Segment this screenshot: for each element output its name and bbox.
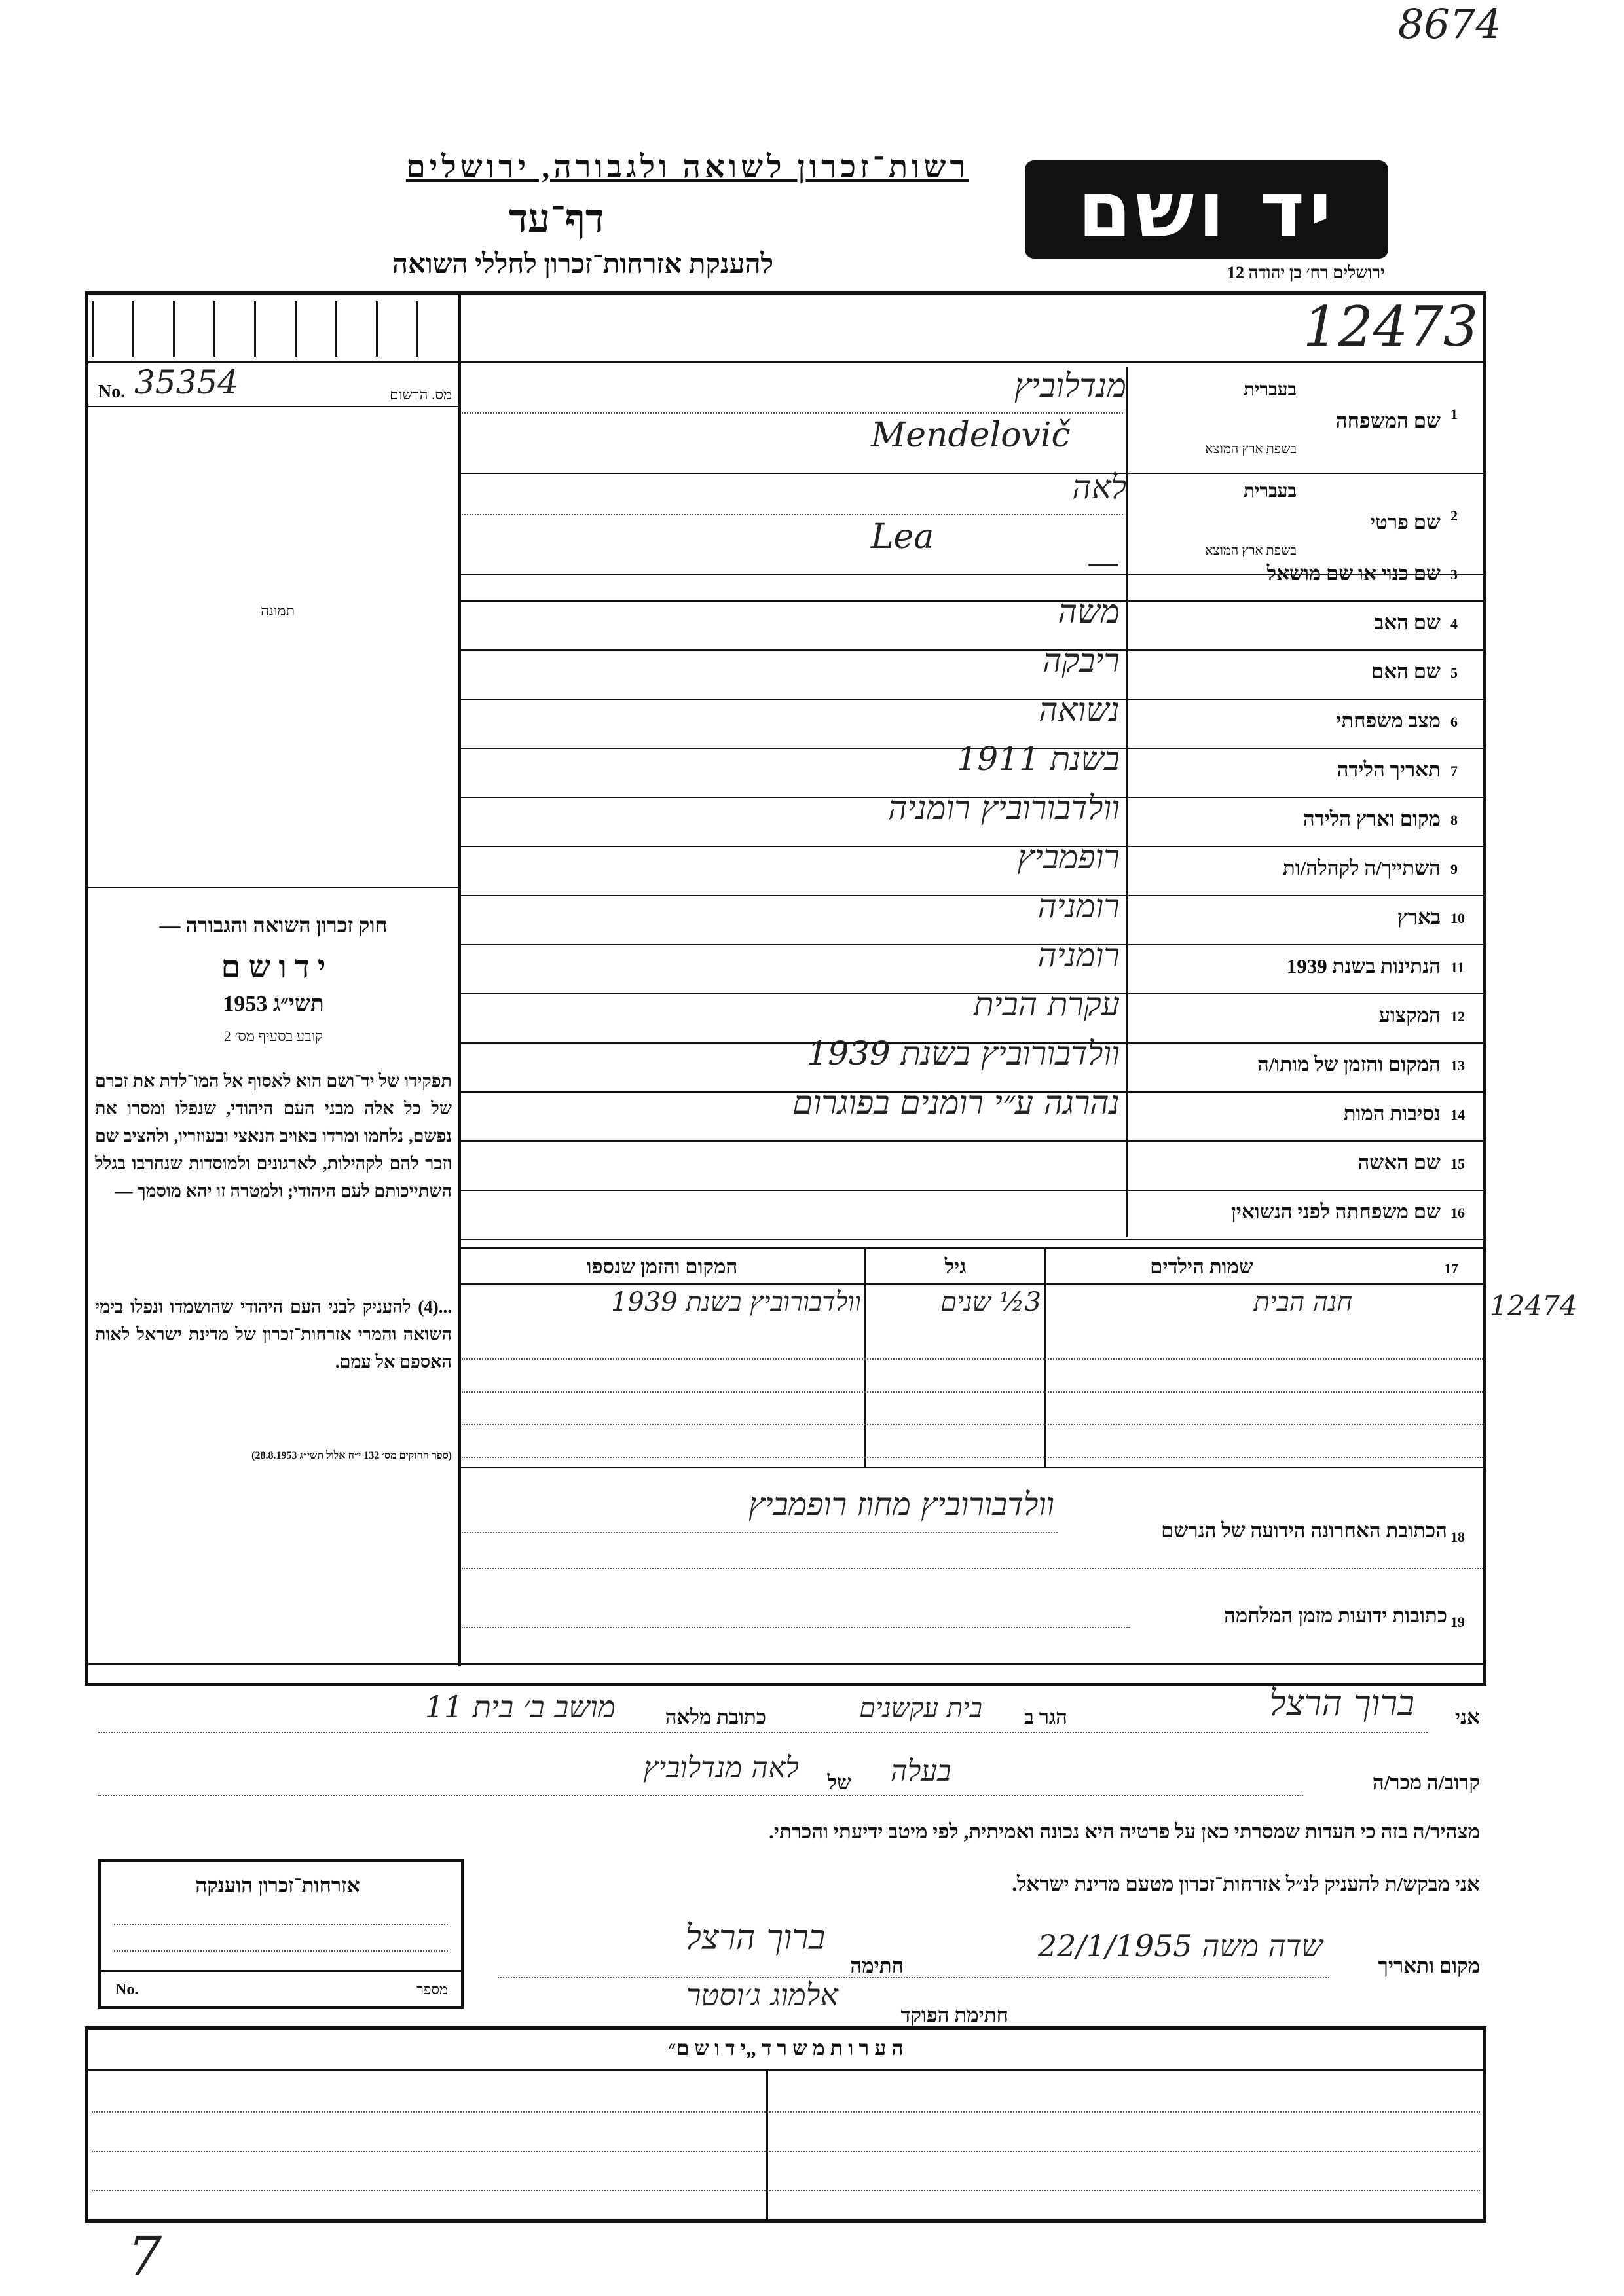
law-clause4: ...(4) להעניק לבני העם היהודי שהושמדו ונפלו בימי השואה והמרי אזרחות־זכרון של מדינת ישראל לאות האספם אל עמם. <box>95 1297 452 1372</box>
decl-address-value: מושב ב׳ בית 11 <box>424 1689 616 1724</box>
children-margin-number: 12474 <box>1490 1290 1578 1322</box>
children-col-names: שמות הילדים <box>1150 1255 1253 1278</box>
field-label: הנתינות בשנת 1939 <box>1286 955 1441 977</box>
field-value: רומניה <box>1037 936 1120 974</box>
field-number: 4 <box>1450 615 1458 632</box>
decl-of-value: לאה מנדלוביץ <box>643 1751 799 1785</box>
field-number: 11 <box>1450 959 1464 975</box>
field-sub-hebrew: בעברית <box>1243 380 1297 400</box>
field-value: וולדבורוביץ רומניה <box>888 789 1120 827</box>
decl-ani: אני <box>1454 1705 1480 1728</box>
children-field-number: 17 <box>1444 1260 1458 1277</box>
yad-vashem-logo: יד ושם <box>1025 160 1388 259</box>
field-number: 10 <box>1450 910 1465 926</box>
field-number: 1 <box>1450 406 1458 422</box>
field-label: השתייך/ה לקהלה/ות <box>1282 856 1441 879</box>
form-title: דף־עד <box>509 197 604 240</box>
decl-signature-value: ברוך הרצל <box>685 1918 825 1958</box>
field-label: שם משפחתה לפני הנשואין <box>1230 1200 1441 1223</box>
field-sub-hebrew: בעברית <box>1243 481 1297 501</box>
registry-number: 35354 <box>134 363 239 401</box>
field-label: בארץ <box>1397 905 1441 928</box>
law-year: תשי״ג 1953 <box>223 992 324 1016</box>
field-value: בשנת 1911 <box>956 740 1120 778</box>
field-18-value: וולדבורוביץ מחוז רופמביץ <box>748 1486 1054 1523</box>
field-number: 6 <box>1450 714 1458 730</box>
decl-ani-value: ברוך הרצל <box>1269 1683 1414 1724</box>
decl-statement: מצהיר/ה בזה כי העדות שמסרתי כאן על פרטיה היא נכונה ואמיתית, לפי מיטב ידיעתי והכרתי. <box>769 1820 1480 1843</box>
field-19-number: 19 <box>1450 1614 1465 1630</box>
field-label: שם המשפחה <box>1335 409 1441 432</box>
law-title: חוק זכרון השואה והגבורה — <box>159 913 388 937</box>
decl-official-label: חתימת הפוקד <box>900 2003 1008 2026</box>
field-19-label: כתובות ידועות מזמן המלחמה <box>1224 1604 1447 1627</box>
field-number: 2 <box>1450 507 1458 524</box>
field-number: 8 <box>1450 812 1458 828</box>
top-number: 12473 <box>1303 295 1479 359</box>
decl-signature-label: חתימה <box>850 1954 904 1977</box>
field-value: נשואה <box>1039 691 1120 729</box>
field-value: וולדבורוביץ בשנת 1939 <box>807 1034 1120 1072</box>
decl-relative-value: בעלה <box>891 1755 951 1788</box>
child-age: 3½ שנים <box>940 1287 1041 1317</box>
citizenship-number-label: מספר <box>416 1981 448 1997</box>
field-label: מצב משפחתי <box>1336 709 1441 732</box>
field-number: 15 <box>1450 1156 1465 1172</box>
decl-gar-value: בית עקשנים <box>859 1693 982 1723</box>
decl-place-date-value: שדה משה 22/1/1955 <box>1037 1928 1323 1963</box>
field-sub-origin: בשפת ארץ המוצא <box>1205 543 1297 558</box>
decl-place-date-label: מקום ותאריך <box>1378 1954 1480 1977</box>
decl-relative-label: קרוב/ה מכר/ה <box>1372 1771 1480 1794</box>
archive-number: 8674 <box>1398 0 1502 48</box>
field-value: מנדלוביץ <box>1014 367 1126 405</box>
law-name: י ד ו ש ם <box>221 950 326 985</box>
frame-top <box>85 291 1486 295</box>
decl-gar: הגר ב <box>1024 1705 1067 1728</box>
field-label: המקצוע <box>1378 1004 1441 1027</box>
frame-right <box>1483 291 1486 1686</box>
photo-label: תמונה <box>261 602 295 619</box>
field-value-latin: Lea <box>871 517 934 556</box>
citizenship-granted-box <box>98 1859 464 2009</box>
field-value: רופמביץ <box>1017 838 1120 876</box>
field-label: תאריך הלידה <box>1337 758 1441 781</box>
header-address: ירושלים רח׳ בן יהודה 12 <box>1227 263 1385 282</box>
field-value: רומניה <box>1037 887 1120 925</box>
field-label: מקום וארץ הלידה <box>1302 807 1441 830</box>
field-value: לאה <box>1072 468 1126 506</box>
field-label: שם האם <box>1371 660 1441 683</box>
field-value: — <box>1087 543 1120 581</box>
field-number: 12 <box>1450 1008 1465 1025</box>
field-number: 7 <box>1450 763 1458 779</box>
office-notes-title: ה ע ר ו ת מ ש ר ד „י ד ו ש ם״ <box>668 2036 904 2060</box>
field-value: נהרגה ע״י רומנים בפוגרום <box>792 1084 1120 1121</box>
field-number: 9 <box>1450 861 1458 877</box>
field-number: 3 <box>1450 566 1458 583</box>
field-label: נסיבות המות <box>1343 1102 1441 1125</box>
registry-label: מס. הרשום <box>390 386 452 403</box>
law-citation: (ספר החוקים מס׳ 132 י״ח אלול תשי״ג 28.8.1953) <box>251 1450 452 1461</box>
field-label: שם פרטי <box>1370 511 1441 534</box>
form-subtitle: להענקת אזרחות־זכרון לחללי השואה <box>392 249 774 280</box>
field-label: שם כנוי או שם מושאל <box>1266 562 1441 585</box>
registry-prefix: No. <box>98 382 126 402</box>
frame-left <box>85 291 88 1686</box>
field-18-number: 18 <box>1450 1529 1465 1545</box>
field-value: משה <box>1058 592 1120 630</box>
field-number: 16 <box>1450 1205 1465 1221</box>
decl-address-label: כתובת מלאה <box>665 1705 766 1728</box>
child-place: וולדבורוביץ בשנת 1939 <box>610 1287 861 1317</box>
decl-of-label: של <box>827 1771 851 1794</box>
child-name: חנה הבית <box>1253 1287 1352 1317</box>
citizenship-number-prefix: No. <box>115 1981 139 1998</box>
field-value: עקרת הבית <box>974 985 1120 1023</box>
field-label: שם האב <box>1374 611 1441 634</box>
field-value-latin: Mendelovič <box>871 416 1071 455</box>
field-number: 5 <box>1450 665 1458 681</box>
field-18-label: הכתובת האחרונה הידועה של הנרשם <box>1161 1519 1447 1542</box>
field-sub-origin: בשפת ארץ המוצא <box>1205 442 1297 456</box>
authority-line: רשות־זכרון לשואה ולגבורה, ירושלים <box>405 150 969 185</box>
field-number: 14 <box>1450 1106 1465 1123</box>
page-marker: 7 <box>128 2226 162 2288</box>
decl-official-value: אלמוג ג׳וסטר <box>686 1977 838 2013</box>
children-col-age: גיל <box>944 1255 967 1278</box>
law-clause: קובע בסעיף מס׳ 2 <box>223 1028 323 1044</box>
field-number: 13 <box>1450 1057 1465 1074</box>
field-label: המקום והזמן של מותו/ה <box>1257 1053 1441 1076</box>
field-value: ריבקה <box>1043 642 1120 680</box>
children-col-place: המקום והזמן שנספו <box>586 1255 738 1278</box>
citizenship-box-title: אזרחות־זכרון הוענקה <box>195 1874 360 1897</box>
field-label: שם האשה <box>1357 1151 1441 1174</box>
law-paragraph: תפקידו של יד־ושם הוא לאסוף אל המו־לדת את זכרם של כל אלה מבני העם היהודי, שנפלו ומסרו את נפשם, נלחמו ומרדו באויב הנאצי ובעוזריו, ולהציב שם וזכר להם לקהילות, לארגונים ולמוסדות שנחרבו בגלל השתייכותם לעם היהודי; ולמטרה זו יהא מוסמך — <box>95 1071 452 1201</box>
decl-request: אני מבקש/ת להעניק לנ״ל אזרחות־זכרון מטעם מדינת ישראל. <box>1012 1872 1480 1895</box>
